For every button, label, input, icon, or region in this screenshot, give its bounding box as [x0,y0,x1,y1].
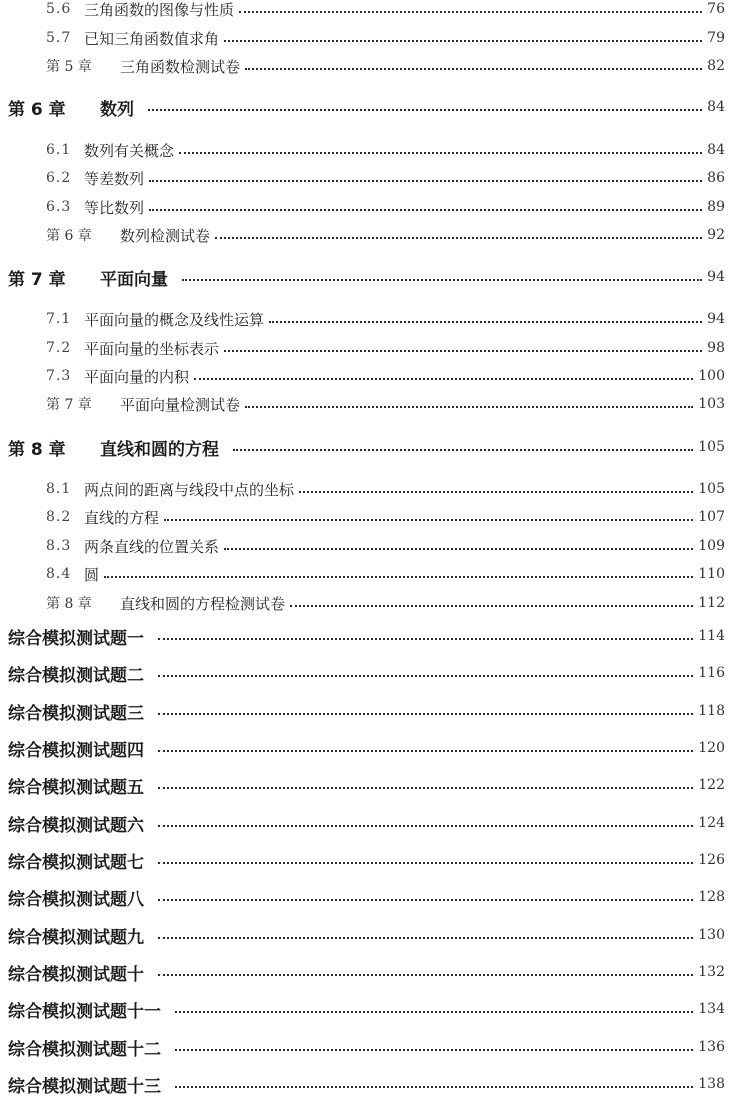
section-number: 7.2 [46,340,72,356]
toc-chapter-test-entry[interactable] [0,220,730,250]
chapter-test-title: 直线和圆的方程检测试卷 [120,594,286,613]
section-number: 7.1 [46,311,72,327]
chapter-title: 直线和圆的方程 [100,439,219,460]
dot-leader [224,40,702,42]
toc-exam-entry[interactable] [0,1069,730,1099]
toc-section-entry[interactable] [0,135,730,165]
exam-title: 综合模拟测试题十二 [8,1039,161,1060]
page-number: 105 [698,481,725,497]
section-title: 圆 [84,565,100,584]
dot-leader [164,519,693,521]
toc-chapter-test-entry[interactable] [0,389,730,419]
page-number: 89 [707,199,725,215]
toc-section-entry[interactable] [0,163,730,193]
page-number: 84 [707,142,725,158]
page-number: 92 [707,227,725,243]
page-number: 109 [698,538,725,554]
toc-section-entry[interactable] [0,559,730,589]
dot-leader [149,209,702,211]
page-number: 126 [698,852,725,868]
dot-leader [224,548,693,550]
dot-leader [149,180,702,182]
section-number: 7.3 [46,368,72,384]
toc-section-entry[interactable] [0,474,730,504]
page-number: 103 [698,396,725,412]
dot-leader [182,279,702,281]
toc-section-entry[interactable] [0,0,730,24]
page-number: 130 [698,927,725,943]
toc-section-entry[interactable] [0,531,730,561]
dot-leader [158,638,693,640]
exam-title: 综合模拟测试题五 [8,777,144,798]
toc-chapter-test-entry[interactable] [0,51,730,81]
dot-leader [215,237,702,239]
section-number: 8.2 [46,509,72,525]
page-number: 120 [698,740,725,756]
toc-section-entry[interactable] [0,361,730,391]
page-number: 132 [698,964,725,980]
section-title: 两点间的距离与线段中点的坐标 [84,480,295,499]
toc-exam-entry[interactable] [0,733,730,763]
chapter-title: 数列 [100,99,134,120]
page-number: 114 [698,628,725,644]
dot-leader [269,321,702,323]
toc-chapter-heading[interactable] [0,432,730,462]
chapter-number: 第 6 章 [8,99,66,120]
chapter-test-number: 第 8 章 [46,596,92,612]
toc-chapter-test-entry[interactable] [0,588,730,618]
toc-exam-entry[interactable] [0,658,730,688]
section-number: 8.1 [46,481,72,497]
exam-title: 综合模拟测试题七 [8,852,144,873]
exam-title: 综合模拟测试题八 [8,889,144,910]
section-title: 三角函数的图像与性质 [84,0,235,19]
section-title: 等差数列 [84,169,145,188]
exam-title: 综合模拟测试题十 [8,964,144,985]
page-number: 94 [707,311,725,327]
exam-title: 综合模拟测试题四 [8,740,144,761]
section-number: 8.4 [46,566,72,582]
toc-exam-entry[interactable] [0,808,730,838]
chapter-test-title: 数列检测试卷 [120,226,211,245]
chapter-test-number: 第 5 章 [46,59,92,75]
toc-exam-entry[interactable] [0,957,730,987]
chapter-number: 第 7 章 [8,269,66,290]
page-number: 136 [698,1039,725,1055]
dot-leader [224,350,702,352]
section-title: 数列有关概念 [84,141,175,160]
page-number: 128 [698,889,725,905]
exam-title: 综合模拟测试题十一 [8,1001,161,1022]
dot-leader [175,1086,693,1088]
toc-chapter-heading[interactable] [0,92,730,122]
toc-exam-entry[interactable] [0,696,730,726]
dot-leader [299,491,693,493]
dot-leader [245,406,693,408]
page-number: 112 [698,595,725,611]
section-number: 8.3 [46,538,72,554]
section-title: 已知三角函数值求角 [84,29,220,48]
exam-title: 综合模拟测试题二 [8,665,144,686]
exam-title: 综合模拟测试题九 [8,927,144,948]
exam-title: 综合模拟测试题三 [8,703,144,724]
page-number: 79 [707,30,725,46]
toc-section-entry[interactable] [0,502,730,532]
page-number: 100 [698,368,725,384]
section-number: 6.3 [46,199,72,215]
page-number: 107 [698,509,725,525]
section-title: 直线的方程 [84,508,160,527]
page-number: 94 [707,269,725,285]
chapter-test-title: 平面向量检测试卷 [120,395,241,414]
chapter-test-title: 三角函数检测试卷 [120,57,241,76]
toc-exam-entry[interactable] [0,770,730,800]
dot-leader [104,576,693,578]
toc-exam-entry[interactable] [0,1032,730,1062]
toc-chapter-heading[interactable] [0,262,730,292]
section-number: 6.1 [46,142,72,158]
dot-leader [158,750,693,752]
toc-exam-entry[interactable] [0,920,730,950]
dot-leader [233,449,693,451]
page-number: 98 [707,340,725,356]
dot-leader [290,605,693,607]
dot-leader [175,1049,693,1051]
dot-leader [175,1011,693,1013]
dot-leader [158,675,693,677]
toc-section-entry[interactable] [0,192,730,222]
page-number: 118 [698,703,725,719]
page-number: 110 [698,566,725,582]
dot-leader [158,713,693,715]
page-number: 86 [707,170,725,186]
page-number: 122 [698,777,725,793]
chapter-test-number: 第 7 章 [46,397,92,413]
section-number: 5.7 [46,30,72,46]
dot-leader [158,862,693,864]
exam-title: 综合模拟测试题十三 [8,1076,161,1097]
page-number: 76 [707,1,725,17]
dot-leader [245,68,702,70]
dot-leader [158,937,693,939]
dot-leader [158,787,693,789]
dot-leader [179,152,702,154]
dot-leader [158,825,693,827]
section-title: 平面向量的内积 [84,367,190,386]
page-number: 124 [698,815,725,831]
toc-exam-entry[interactable] [0,994,730,1024]
dot-leader [194,378,693,380]
dot-leader [239,11,702,13]
section-title: 平面向量的概念及线性运算 [84,310,265,329]
toc-section-entry[interactable] [0,23,730,53]
toc-exam-entry[interactable] [0,882,730,912]
page-number: 116 [698,665,725,681]
exam-title: 综合模拟测试题一 [8,628,144,649]
chapter-title: 平面向量 [100,269,168,290]
section-title: 等比数列 [84,198,145,217]
page-number: 134 [698,1001,725,1017]
section-title: 平面向量的坐标表示 [84,339,220,358]
toc-section-entry[interactable] [0,304,730,334]
exam-title: 综合模拟测试题六 [8,815,144,836]
dot-leader [148,109,702,111]
dot-leader [158,899,693,901]
page-number: 82 [707,58,725,74]
page-number: 105 [698,439,725,455]
toc-section-entry[interactable] [0,333,730,363]
section-number: 5.6 [46,1,72,17]
page-number: 138 [698,1076,725,1092]
section-number: 6.2 [46,170,72,186]
toc-exam-entry[interactable] [0,845,730,875]
toc-exam-entry[interactable] [0,621,730,651]
chapter-number: 第 8 章 [8,439,66,460]
section-title: 两条直线的位置关系 [84,537,220,556]
page-number: 84 [707,99,725,115]
chapter-test-number: 第 6 章 [46,228,92,244]
dot-leader [158,974,693,976]
